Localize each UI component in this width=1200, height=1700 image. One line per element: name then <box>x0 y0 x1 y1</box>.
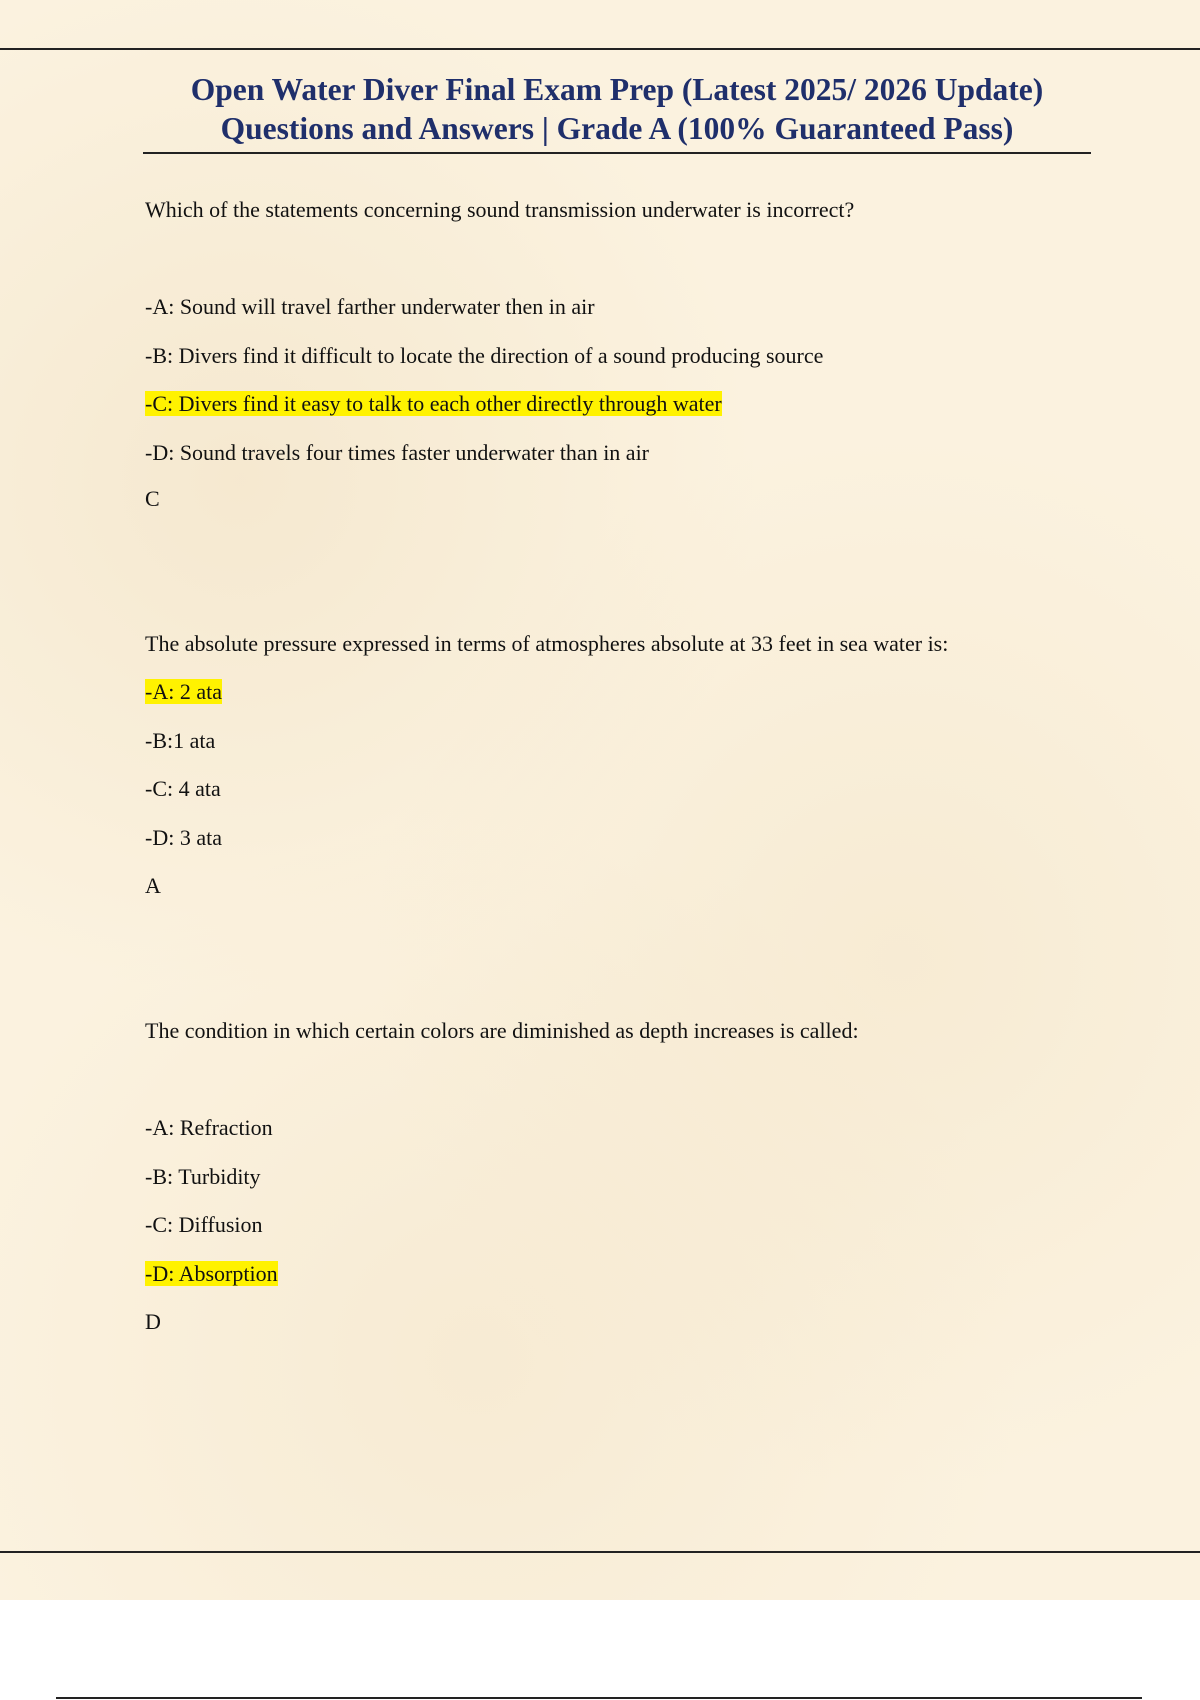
bottom-divider <box>0 1551 1200 1553</box>
questions-list <box>145 195 1095 1337</box>
options-list <box>145 677 1095 853</box>
option-b: -B: Turbidity <box>145 1163 261 1189</box>
title-line-2: Questions and Answers | Grade A (100% Guaranteed Pass) <box>220 111 1014 146</box>
option-d: -D: Sound travels four times faster underwater than in air <box>145 439 650 465</box>
answer-key: A <box>145 873 161 898</box>
option-b: -B: Divers find it difficult to locate the direction of a sound producing source <box>145 342 824 368</box>
option-c-highlighted: -C: Divers find it easy to talk to each other directly through water <box>145 391 722 416</box>
option-c: -C: 4 ata <box>145 776 221 801</box>
question-text: The absolute pressure expressed in terms of atmospheres absolute at 33 feet in sea water is: <box>145 631 949 656</box>
options-list <box>145 1113 1095 1289</box>
option-d: -D: 3 ata <box>145 824 222 850</box>
option-d-highlighted: -D: Absorption <box>145 1260 278 1286</box>
top-divider <box>0 48 1200 50</box>
question-block <box>145 195 1095 514</box>
question-block <box>145 1016 1095 1337</box>
option-a: -A: Refraction <box>145 1115 273 1140</box>
option-c: -C: Diffusion <box>145 1212 263 1237</box>
footer-divider <box>56 1697 1142 1699</box>
answer-key: D <box>145 1309 161 1334</box>
options-list <box>145 292 1095 468</box>
document-title <box>143 70 1091 154</box>
answer-key: C <box>145 486 160 511</box>
option-a-highlighted: -A: 2 ata <box>145 679 222 704</box>
option-b: -B:1 ata <box>145 727 216 753</box>
question-text: Which of the statements concerning sound transmission underwater is incorrect? <box>145 197 855 222</box>
title-line-1: Open Water Diver Final Exam Prep (Latest 2025/ 2026 Update) <box>190 72 1044 107</box>
question-text: The condition in which certain colors are diminished as depth increases is called: <box>145 1018 859 1043</box>
question-block <box>145 629 1095 901</box>
option-a: -A: Sound will travel farther underwater then in air <box>145 294 595 319</box>
